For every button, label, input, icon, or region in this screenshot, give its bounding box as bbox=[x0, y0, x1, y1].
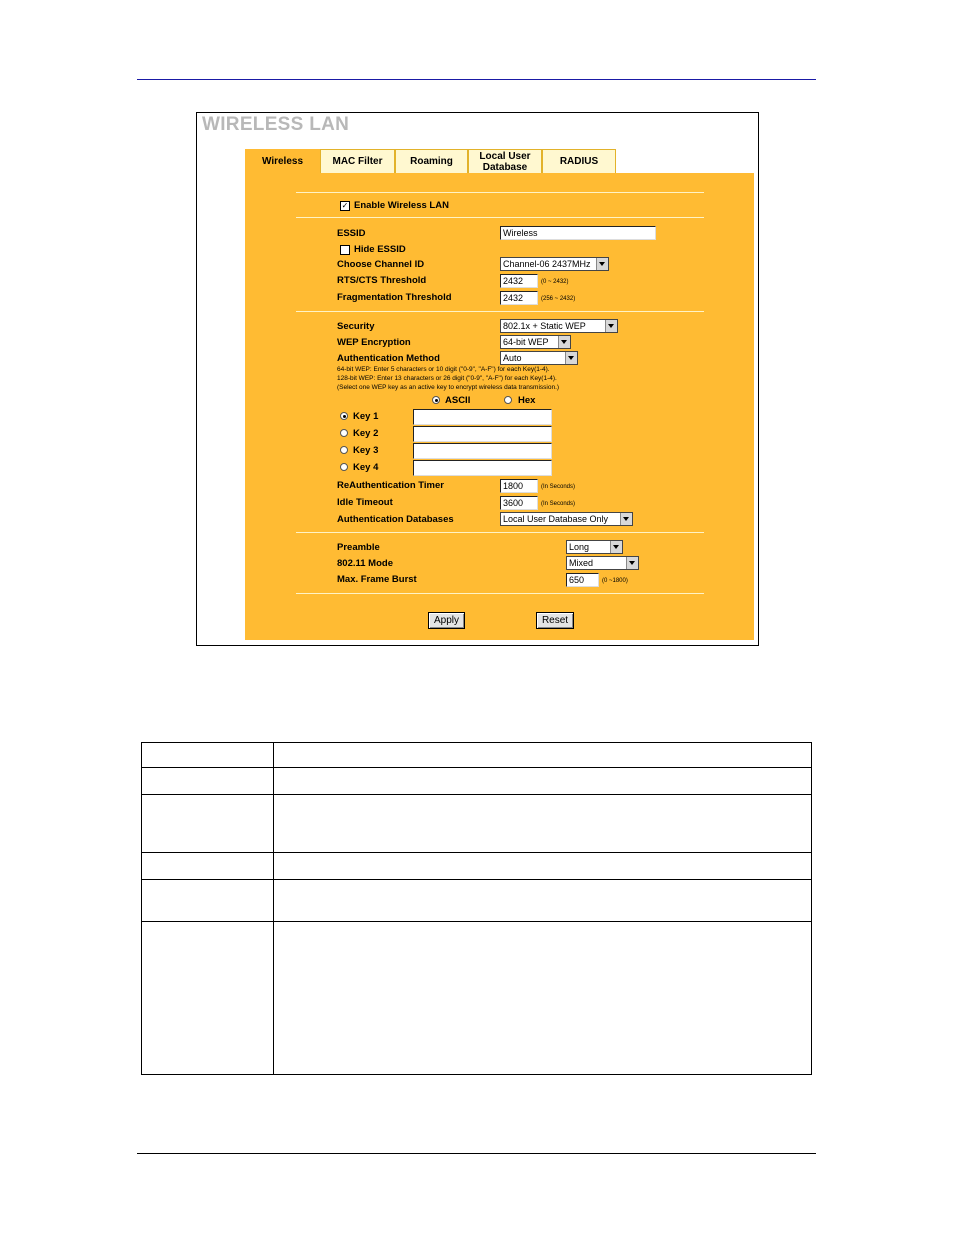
wep-note-128: 128-bit WEP: Enter 13 characters or 26 digit ("0-9", "A-F") for each Key(1-4). bbox=[337, 375, 557, 382]
wep-note-64: 64-bit WEP: Enter 5 characters or 10 digit ("0-9", "A-F") for each Key(1-4). bbox=[337, 366, 550, 373]
chevron-down-icon bbox=[610, 541, 622, 553]
key-2-radio[interactable] bbox=[340, 429, 348, 437]
hide-essid-checkbox[interactable] bbox=[340, 245, 350, 255]
wep-encryption-label: WEP Encryption bbox=[337, 337, 411, 348]
hide-essid-label: Hide ESSID bbox=[354, 244, 406, 255]
key-1-radio[interactable] bbox=[340, 412, 348, 420]
auth-method-select[interactable]: Auto bbox=[500, 351, 578, 365]
chevron-down-icon bbox=[626, 557, 638, 569]
table-cell bbox=[141, 921, 274, 1075]
table-cell bbox=[273, 879, 812, 922]
mode-label: 802.11 Mode bbox=[337, 558, 393, 569]
chevron-down-icon bbox=[620, 513, 632, 525]
burst-range: (0 ~1800) bbox=[602, 578, 628, 584]
ascii-label: ASCII bbox=[445, 395, 471, 406]
burst-label: Max. Frame Burst bbox=[337, 574, 417, 585]
key-1-input[interactable] bbox=[413, 409, 552, 425]
frag-input[interactable]: 2432 bbox=[500, 291, 538, 305]
tab-local-user-database[interactable]: Local User Database bbox=[468, 149, 542, 173]
header-rule bbox=[137, 79, 816, 80]
preamble-label: Preamble bbox=[337, 542, 380, 553]
channel-label: Choose Channel ID bbox=[337, 259, 425, 270]
table-cell bbox=[141, 852, 274, 880]
essid-input[interactable]: Wireless bbox=[500, 226, 656, 240]
chevron-down-icon bbox=[596, 258, 608, 270]
enable-wireless-checkbox[interactable]: ✓ bbox=[341, 201, 349, 210]
auth-method-label: Authentication Method bbox=[337, 353, 440, 364]
table-cell bbox=[273, 852, 812, 880]
auth-db-label: Authentication Databases bbox=[337, 514, 454, 525]
divider bbox=[296, 593, 704, 594]
reauth-unit: (In Seconds) bbox=[541, 484, 576, 490]
key-4-radio[interactable] bbox=[340, 463, 348, 471]
chevron-down-icon bbox=[605, 320, 617, 332]
divider bbox=[296, 192, 704, 193]
burst-input[interactable]: 650 bbox=[566, 573, 599, 587]
idle-input[interactable]: 3600 bbox=[500, 496, 538, 510]
key-4-label: Key 4 bbox=[353, 462, 379, 473]
table-cell bbox=[273, 767, 812, 795]
table-cell bbox=[141, 879, 274, 922]
enable-wireless-label: Enable Wireless LAN bbox=[354, 200, 449, 211]
rts-input[interactable]: 2432 bbox=[500, 274, 538, 288]
table-cell bbox=[141, 742, 274, 768]
table-cell bbox=[141, 794, 274, 853]
wep-note-select: (Select one WEP key as an active key to encrypt wireless data transmission.) bbox=[337, 384, 560, 391]
auth-db-select[interactable]: Local User Database Only bbox=[500, 512, 633, 526]
key-2-label: Key 2 bbox=[353, 428, 379, 439]
divider bbox=[296, 532, 704, 533]
table-cell bbox=[273, 921, 812, 1075]
key-3-radio[interactable] bbox=[340, 446, 348, 454]
essid-label: ESSID bbox=[337, 228, 366, 239]
preamble-select[interactable]: Long bbox=[566, 540, 623, 554]
wireless-lan-screenshot bbox=[196, 112, 759, 646]
key-4-input[interactable] bbox=[413, 460, 552, 476]
key-2-input[interactable] bbox=[413, 426, 552, 442]
rts-label: RTS/CTS Threshold bbox=[337, 275, 427, 286]
table-cell bbox=[141, 767, 274, 795]
reauth-label: ReAuthentication Timer bbox=[337, 480, 444, 491]
hex-radio[interactable] bbox=[504, 396, 512, 404]
tab-mac-filter[interactable]: MAC Filter bbox=[320, 149, 395, 173]
page-title: WIRELESS LAN bbox=[202, 114, 350, 135]
tab-wireless[interactable]: Wireless bbox=[245, 149, 320, 173]
field-description-table bbox=[141, 742, 812, 1075]
key-3-input[interactable] bbox=[413, 443, 552, 459]
footer-rule bbox=[137, 1153, 816, 1154]
chevron-down-icon bbox=[558, 336, 570, 348]
key-1-label: Key 1 bbox=[353, 411, 379, 422]
ascii-radio[interactable] bbox=[432, 396, 440, 404]
idle-unit: (In Seconds) bbox=[541, 501, 576, 507]
security-label: Security bbox=[337, 321, 375, 332]
chevron-down-icon bbox=[565, 352, 577, 364]
tab-radius[interactable]: RADIUS bbox=[542, 149, 616, 173]
table-cell bbox=[273, 742, 812, 768]
wep-encryption-select[interactable]: 64-bit WEP bbox=[500, 335, 571, 349]
divider bbox=[296, 217, 704, 218]
hex-label: Hex bbox=[518, 395, 536, 406]
reset-button[interactable]: Reset bbox=[536, 612, 574, 629]
frag-label: Fragmentation Threshold bbox=[337, 292, 452, 303]
security-select[interactable]: 802.1x + Static WEP bbox=[500, 319, 618, 333]
mode-select[interactable]: Mixed bbox=[566, 556, 639, 570]
channel-select[interactable]: Channel-06 2437MHz bbox=[500, 257, 609, 271]
frag-range: (256 ~ 2432) bbox=[541, 296, 576, 302]
reauth-input[interactable]: 1800 bbox=[500, 479, 538, 493]
divider bbox=[296, 311, 704, 312]
tab-roaming[interactable]: Roaming bbox=[395, 149, 468, 173]
apply-button[interactable]: Apply bbox=[428, 612, 465, 629]
idle-label: Idle Timeout bbox=[337, 497, 393, 508]
key-3-label: Key 3 bbox=[353, 445, 379, 456]
rts-range: (0 ~ 2432) bbox=[541, 279, 569, 285]
table-cell bbox=[273, 794, 812, 853]
wireless-panel bbox=[245, 173, 754, 640]
